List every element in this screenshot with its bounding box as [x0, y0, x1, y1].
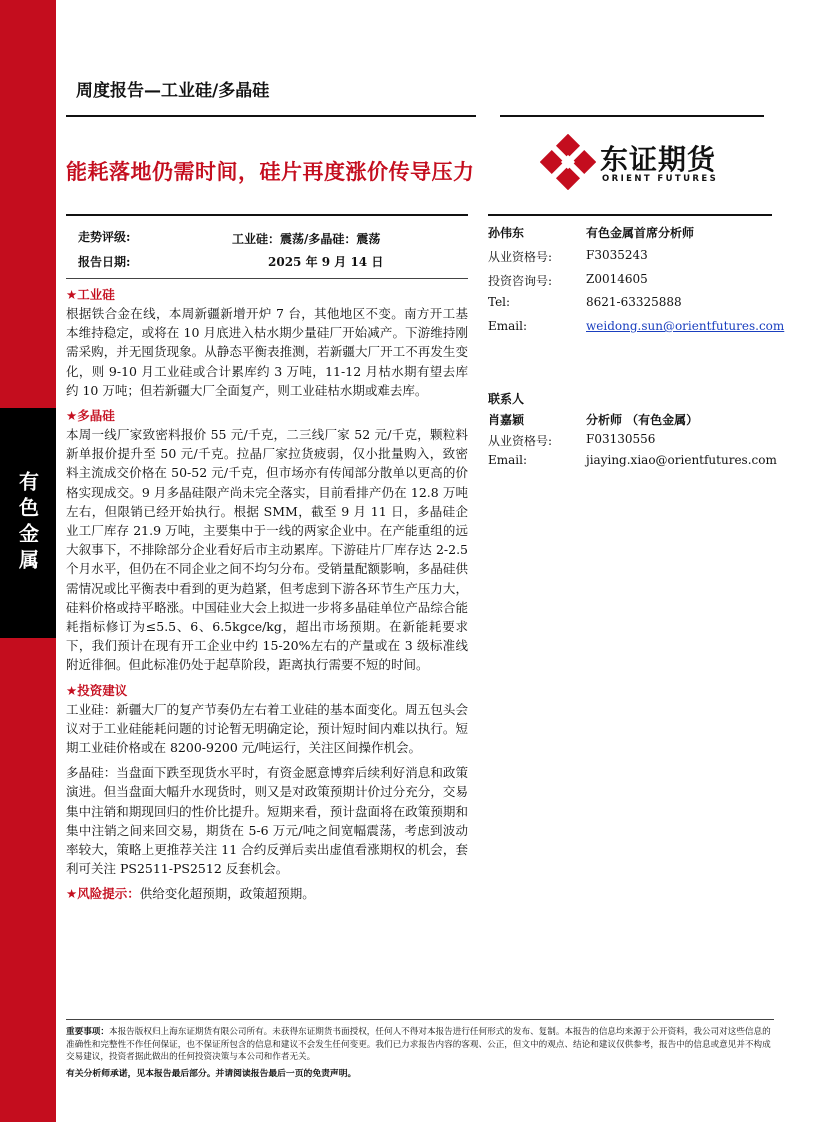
analyst1-cert-label: 从业资格号: [488, 250, 553, 264]
analyst1-email-link[interactable]: weidong.sun@orientfutures.com [586, 319, 785, 333]
analyst2-email-label: Email: [488, 453, 528, 467]
analyst1-title: 有色金属首席分析师 [586, 226, 695, 240]
risk-warning [66, 884, 468, 903]
analyst1-email-label: Email: [488, 319, 528, 333]
section-title-risk: ★风险提示： [66, 886, 140, 902]
section-title-advice: ★投资建议 [66, 682, 128, 698]
header-rule-left [66, 115, 476, 117]
analyst2-title: 分析师 （有色金属） [586, 413, 699, 427]
sector-label: 有色金属 [0, 408, 56, 638]
trend-label: 走势评级: [78, 230, 131, 244]
meta-bottom-rule [66, 278, 468, 279]
disclaimer-label: 重要事项： [66, 1027, 109, 1037]
advice-industrial-si: 工业硅：新疆大厂的复产节奏仍左右着工业硅的基本面变化。周五包头会议对于工业硅能耗问题的讨论暂无明确定论，预计短时间内难以执行。短期工业硅价格或在 8200-9200 元/吨运行，关注区间操作机会。 [66, 701, 468, 756]
footer-rule [66, 1019, 774, 1020]
logo-mark-icon [540, 134, 596, 190]
report-series: 周度报告—工业硅/多晶硅 [76, 81, 270, 101]
report-headline: 能耗落地仍需时间，硅片再度涨价传导压力 [66, 160, 475, 184]
section-title-industrial-si: ★工业硅 [66, 287, 115, 302]
analyst1-tel: 8621-63325888 [586, 295, 682, 309]
section-text-industrial-si: 根据铁合金在线，本周新疆新增开炉 7 台，其他地区不变。南方开工基本维持稳定，或将在 10 月底进入枯水期少量硅厂开始减产。下游维持刚需采购，并无囤货现象。从静态平衡表推测，若新疆大厂开工不再发生变化，则 9-10 月工业硅或合计累库约 3 万吨，11-12 月枯水期有望去库约 10 万吨；但若新疆大厂全面复产，则工业硅枯水期或难去库。 [66, 306, 468, 398]
analyst1-consult: Z0014605 [586, 272, 648, 286]
report-date: 2025 年 9 月 14 日 [268, 255, 384, 269]
analyst2-name: 肖嘉颖 [488, 413, 525, 427]
analyst2-cert: F03130556 [586, 432, 656, 446]
logo-text-en: ORIENT FUTURES [602, 174, 719, 184]
analyst1-tel-label: Tel: [488, 295, 511, 309]
trend-value: 工业硅：震荡/多晶硅：震荡 [232, 232, 381, 246]
analyst-promise: 有关分析师承诺，见本报告最后部分。并请阅读报告最后一页的免责声明。 [66, 1069, 357, 1079]
disclaimer [66, 1026, 774, 1064]
analyst1-consult-label: 投资咨询号: [488, 274, 553, 288]
meta-top-rule [66, 214, 468, 216]
company-logo [540, 134, 770, 190]
risk-text: 供给变化超预期，政策超预期。 [139, 886, 315, 902]
analyst1-name: 孙伟东 [488, 226, 525, 240]
logo-text-cn: 东证期货 [600, 143, 717, 176]
date-label: 报告日期: [78, 255, 131, 269]
analyst-top-rule [488, 214, 772, 216]
advice-polysilicon: 多晶硅：当盘面下跌至现货水平时，有资金愿意博弈后续利好消息和政策演进。但当盘面大幅升水现货时，则又是对政策预期计价过分充分，交易集中注销和期现回归的性价比提升。短期来看，预计盘面将在政策预期和集中注销之间来回交易，期货在 5-6 万元/吨之间宽幅震荡，考虑到波动率较大，策略上更推荐关注 11 合约反弹后卖出虚值看涨期权的机会，套利可关注 PS2511-PS2512 反套机会。 [66, 765, 468, 877]
analyst2-cert-label: 从业资格号: [488, 434, 553, 448]
section-text-polysilicon: 本周一线厂家致密料报价 55 元/千克，二三线厂家 52 元/千克，颗粒料新单报价提升至 50 元/千克。拉晶厂家拉货疲弱，仅小批量购入，致密料主流成交价格在 50-52 元/千克，但市场亦有传闻部分散单以更高的价格实现成交。9 月多晶硅限产尚未完全落实，目前看排产仍在 12.8 万吨左右，但限销已经开始执行。根据 SMM，截至 9 月 11 日，多晶硅企业工厂库存 21.9 万吨，主要集中于一线的两家企业中。在产能重组的远大叙事下，不排除部分企业看好后市主动累库。下游硅片厂库存达 2-2.5 个月水平，但仍在不同企业之间不均匀分布。受销量配额影响，多晶硅供需情况或比平衡表中看到的更为趋紧，但考虑到下游各环节生产压力大，硅料价格或持平略涨。中国硅业大会上拟进一步将多晶硅单位产品综合能耗指标修订为≤5.5、6、6.5kgce/kg，超出市场预期。在新能耗要求下，我们预计在现有开工企业中约 15-20%左右的产量或在 3 级标准线附近徘徊。但此标准仍处于起草阶段，距离执行需要不短的时间。 [66, 427, 468, 673]
header-rule-right [500, 115, 764, 117]
section-title-polysilicon: ★多晶硅 [66, 408, 115, 424]
contact-label: 联系人 [488, 392, 525, 406]
main-body [66, 285, 468, 904]
analyst1-cert: F3035243 [586, 248, 648, 262]
analyst2-email: jiaying.xiao@orientfutures.com [586, 453, 777, 467]
disclaimer-text: 本报告版权归上海东证期货有限公司所有。未获得东证期货书面授权，任何人不得对本报告进行任何形式的发布、复制。本报告的信息均来源于公开资料，我公司对这些信息的准确性和完整性不作任何保证，也不保证所包含的信息和建议不会发生任何变更。我们已力求报告内容的客观、公正，但文中的观点、结论和建议仅供参考，报告中的信息或意见并不构成交易建议，投资者据此做出的任何投资决策与本公司和作者无关。 [66, 1027, 771, 1062]
